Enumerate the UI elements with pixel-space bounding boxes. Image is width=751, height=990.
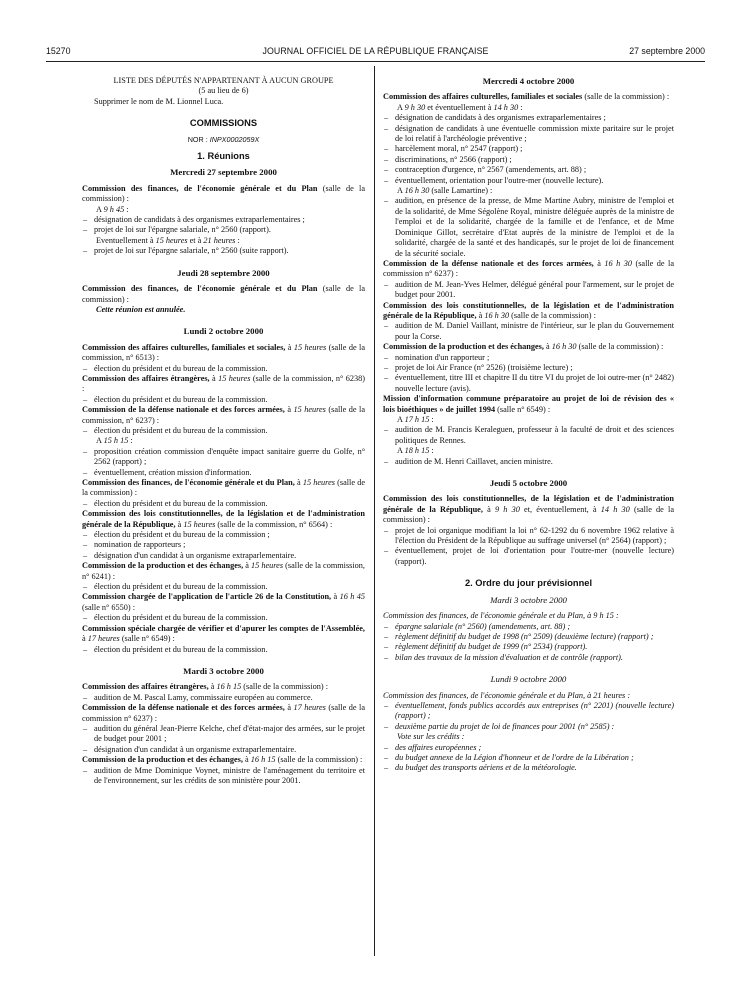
day-heading: Mercredi 4 octobre 2000	[482, 76, 575, 86]
agenda-item: – règlement définitif du budget de 1999 (n° 2534) (rapport).	[383, 642, 674, 652]
agenda-item: – audition de Mme Dominique Voynet, ministre de l'aménagement du territoire et de l'environnement, sur les crédits de son ministère pour 2001.	[82, 766, 365, 787]
day-heading: Mardi 3 octobre 2000	[490, 594, 567, 605]
commission-entry: Commission des lois constitutionnelles, de la législation et de l'administration générale de la République, à 15 heures (salle de la commission, n° 6564) :	[82, 509, 365, 529]
deputies-list-note: Supprimer le nom de M. Lionnel Luca.	[94, 96, 224, 106]
deputies-list-title: LISTE DES DÉPUTÉS N'APPARTENANT À AUCUN GROUPE	[113, 76, 334, 85]
agenda-item: – nomination de rapporteurs ;	[82, 540, 365, 550]
agenda-item: – projet de loi sur l'épargne salariale, n° 2560 (rapport).	[82, 225, 365, 235]
agenda-item: – élection du président et du bureau de la commission.	[82, 645, 365, 655]
agenda-item: – audition de M. Henri Caillavet, ancien ministre.	[383, 457, 674, 467]
agenda-item: – projet de loi Air France (n° 2526) (troisième lecture) ;	[383, 363, 674, 373]
section-heading-reunions: 1. Réunions	[197, 151, 250, 162]
agenda-item: – projet de loi organique modifiant la loi n° 62-1292 du 6 novembre 1962 relative à l'élection du Président de la République au suffrage universel (n° 2564) (rapport) ;	[383, 526, 674, 547]
agenda-item: – audition de M. Pascal Lamy, commissaire européen au commerce.	[82, 693, 365, 703]
page-number: 15270	[46, 46, 71, 56]
time-line: A 17 h 15 :	[397, 415, 434, 424]
time-line: A 16 h 30 (salle Lamartine) :	[397, 186, 493, 196]
commission-entry: Commission des lois constitutionnelles, de la législation et de l'administration générale de la République, à 9 h 30 et, éventuellement, à 14 h 30 (salle de la commission) :	[383, 494, 674, 525]
right-column	[383, 76, 674, 774]
agenda-item: – audition de M. Jean-Yves Helmer, délégué général pour l'armement, sur le projet de budget pour 2001.	[383, 280, 674, 301]
agenda-item: – éventuellement, orientation pour l'outre-mer (nouvelle lecture).	[383, 176, 674, 186]
commission-entry: Commission de la défense nationale et des forces armées, à 15 heures (salle de la commission, n° 6237) :	[82, 405, 365, 425]
agenda-item: – proposition création commission d'enquête impact sanitaire guerre du Golfe, n° 2562 (rapport) ;	[82, 447, 365, 468]
time-line: A 9 h 45 :	[96, 204, 129, 214]
cancellation-note: Cette réunion est annulée.	[96, 304, 186, 314]
agenda-item: – audition du général Jean-Pierre Kelche, chef d'état-major des armées, sur le projet de budget pour 2001 ;	[82, 724, 365, 745]
header-rule	[46, 61, 705, 62]
column-divider	[374, 66, 375, 956]
issue-date: 27 septembre 2000	[629, 46, 705, 56]
day-heading: Mercredi 27 septembre 2000	[170, 167, 277, 178]
agenda-item: – éventuellement, projet de loi d'orientation pour l'outre-mer (nouvelle lecture) (rapport).	[383, 546, 674, 567]
commission-entry: Commission de la défense nationale et des forces armées, à 16 h 30 (salle de la commission n° 6237) :	[383, 258, 675, 279]
agenda-item: – audition de M. Daniel Vaillant, ministre de l'intérieur, sur le plan du Gouvernement pour la Corse.	[383, 321, 674, 342]
agenda-item: – nomination d'un rapporteur ;	[383, 353, 674, 363]
agenda-item: – contraception d'urgence, n° 2567 (amendements, art. 88) ;	[383, 165, 674, 175]
agenda-item: – élection du président et du bureau de la commission.	[82, 426, 365, 436]
agenda-item: – éventuellement, fonds publics accordés aux entreprises (n° 2201) (nouvelle lecture) (rapport) ;	[383, 701, 674, 722]
day-heading: Jeudi 28 septembre 2000	[177, 267, 270, 278]
agenda-item: – éventuellement, création mission d'information.	[82, 468, 365, 478]
agenda-item: – élection du président et du bureau de la commission.	[82, 582, 365, 592]
commission-entry: Commission de la production et des échanges, à 16 h 30 (salle de la commission) :	[383, 342, 664, 352]
agenda-item: – désignation de candidats à des organismes extraparlementaires ;	[383, 113, 674, 123]
commission-entry: Commission des finances, de l'économie générale et du Plan, à 15 heures (salle de la commission) :	[82, 478, 365, 498]
commission-entry: Commission des affaires culturelles, familiales et sociales, à 15 heures (salle de la commission, n° 6513) :	[82, 342, 365, 363]
journal-title: JOURNAL OFFICIEL DE LA RÉPUBLIQUE FRANÇAISE	[262, 46, 489, 56]
commission-entry: Mission d'information commune préparatoire au projet de loi de révision des « lois bioéthiques » de juillet 1994 (salle n° 6549) :	[383, 394, 674, 414]
vote-heading: Vote sur les crédits :	[397, 732, 465, 742]
commission-entry: Commission de la défense nationale et des forces armées, à 17 heures (salle de la commission n° 6237) :	[82, 703, 365, 723]
agenda-item: – élection du président et du bureau de la commission.	[82, 499, 365, 509]
day-heading: Jeudi 5 octobre 2000	[489, 478, 568, 489]
commission-entry: Commission des affaires étrangères, à 16 h 15 (salle de la commission) :	[82, 682, 329, 692]
time-line: Eventuellement à 15 heures et à 21 heures :	[96, 235, 240, 245]
agenda-item: – désignation d'un candidat à un organisme extraparlementaire.	[82, 745, 365, 755]
nor-reference: NOR : INPX0002059X	[187, 134, 260, 144]
commission-entry: Commission des finances, de l'économie générale et du Plan (salle de la commission) :	[82, 284, 365, 304]
agenda-item: – élection du président et du bureau de la commission.	[82, 395, 365, 405]
agenda-item: – élection du président et du bureau de la commission ;	[82, 530, 365, 540]
agenda-item: – règlement définitif du budget de 1998 (n° 2509) (deuxième lecture) (rapport) ;	[383, 632, 674, 642]
section-heading-ordre-du-jour: 2. Ordre du jour prévisionnel	[464, 578, 593, 589]
agenda-item: – désignation d'un candidat à un organisme extraparlementaire.	[82, 551, 365, 561]
agenda-item: – désignation de candidats à une éventuelle commission mixte paritaire sur le projet de loi relatif à l'archéologie préventive ;	[383, 124, 674, 145]
agenda-item: – des affaires européennes ;	[383, 743, 674, 753]
day-heading: Lundi 9 octobre 2000	[490, 674, 567, 685]
time-line: A 15 h 15 :	[96, 436, 133, 446]
commission-entry: Commission des affaires culturelles, familiales et sociales (salle de la commission) :	[383, 92, 670, 102]
commission-entry: Commission de la production et des échanges, à 15 heures (salle de la commission, n° 6241) :	[82, 561, 365, 581]
page-header	[46, 46, 705, 60]
commission-entry: Commission spéciale chargée de vérifier et d'apurer les comptes de l'Assemblée, à 17 heures (salle n° 6549) :	[82, 623, 365, 644]
agenda-item: – discriminations, n° 2566 (rapport) ;	[383, 155, 674, 165]
agenda-item: – du budget annexe de la Légion d'honneur et de l'ordre de la Libération ;	[383, 753, 674, 763]
day-heading: Lundi 2 octobre 2000	[183, 326, 264, 337]
agenda-item: – harcèlement moral, n° 2547 (rapport) ;	[383, 144, 674, 154]
agenda-item: – bilan des travaux de la mission d'évaluation et de contrôle (rapport).	[383, 653, 674, 663]
commissions-heading: COMMISSIONS	[189, 118, 258, 129]
commission-entry: Commission des finances, de l'économie générale et du Plan, à 9 h 15 :	[383, 611, 619, 621]
agenda-item: – élection du président et du bureau de la commission.	[82, 364, 365, 374]
deputies-list-count: (5 au lieu de 6)	[198, 86, 249, 96]
time-line: A 9 h 30 et éventuellement à 14 h 30 :	[397, 102, 523, 112]
agenda-item: – deuxième partie du projet de loi de finances pour 2001 (n° 2585) :	[383, 722, 674, 732]
agenda-item: – audition, en présence de la presse, de Mme Martine Aubry, ministre de l'emploi et de la solidarité, de Mme Ségolène Royal, ministre déléguée auprès de la ministre de l'emploi et de la solidarité, chargée de la famille et de l'enfance, et de Mme Dominique Gillot, secrétaire d'Etat auprès de la ministre de l'emploi et de la solidarité, chargée de la santé et des handicapés, sur le projet de loi de financement de la sécurité sociale.	[383, 196, 674, 258]
agenda-item: – projet de loi sur l'épargne salariale, n° 2560 (suite rapport).	[82, 246, 365, 256]
agenda-item: – désignation de candidats à des organismes extraparlementaires ;	[82, 215, 365, 225]
day-heading: Mardi 3 octobre 2000	[183, 665, 264, 676]
commission-entry: Commission des finances, de l'économie générale et du Plan (salle de la commission) :	[82, 183, 365, 204]
left-column	[82, 76, 365, 786]
agenda-item: – audition de M. Francis Keraleguen, professeur à la faculté de droit et des sciences politiques de Rennes.	[383, 425, 674, 446]
agenda-item: – élection du président et du bureau de la commission.	[82, 613, 365, 623]
agenda-item: – du budget des transports aériens et de la météorologie.	[383, 763, 674, 773]
time-line: A 18 h 15 :	[397, 446, 434, 456]
commission-entry: Commission des finances, de l'économie générale et du Plan, à 21 heures :	[383, 690, 631, 700]
agenda-item: – éventuellement, titre III et chapitre II du titre VI du projet de loi outre-mer (n° 2482) nouvelle lecture (avis).	[383, 373, 674, 394]
commission-entry: Commission des affaires étrangères, à 15 heures (salle de la commission, n° 6238) :	[82, 373, 365, 394]
commission-entry: Commission des lois constitutionnelles, de la législation et de l'administration générale de la République, à 16 h 30 (salle de la commission) :	[383, 300, 674, 320]
commission-entry: Commission de la production et des échanges, à 16 h 15 (salle de la commission) :	[82, 755, 363, 765]
commission-entry: Commission chargée de l'application de l'article 26 de la Constitution, à 16 h 45 (salle n° 6550) :	[82, 592, 365, 612]
agenda-item: – épargne salariale (n° 2560) (amendements, art. 88) ;	[383, 622, 674, 632]
